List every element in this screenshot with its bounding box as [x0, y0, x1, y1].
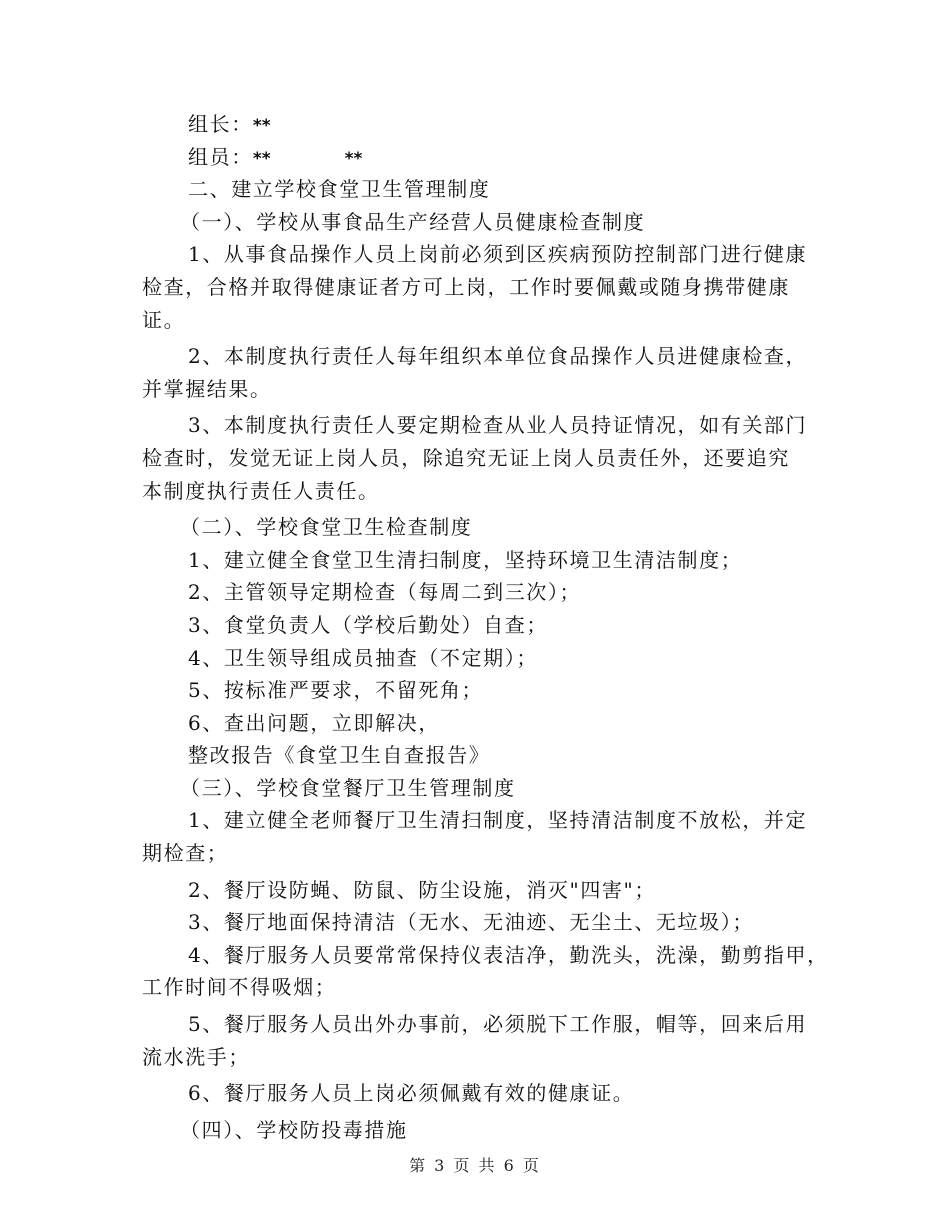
subsection-heading-3: （三）、学校食堂餐厅卫生管理制度: [180, 775, 516, 800]
section-heading: 二、建立学校食堂卫生管理制度: [188, 177, 491, 202]
leader-line: [142, 108, 822, 141]
paragraph-line: 检查时，发觉无证上岗人员，除追究无证上岗人员责任外，还要追究: [142, 445, 790, 470]
list-item: 2、主管领导定期检查（每周二到三次）；: [188, 580, 582, 605]
subsection-heading-4: （四）、学校防投毒措施: [180, 1117, 408, 1142]
list-item: 5、按标准严要求，不留死角；: [188, 678, 484, 703]
paragraph-line: 工作时间不得吸烟；: [142, 975, 337, 1000]
member-value-2: **: [344, 148, 363, 169]
paragraph-line: 5、餐厅服务人员出外办事前，必须脱下工作服，帽等，回来后用: [188, 1012, 808, 1037]
page-number-footer: 第 3 页 共 6 页: [409, 1156, 541, 1175]
member-line: [142, 141, 822, 174]
list-item: 3、食堂负责人（学校后勤处）自查；: [188, 612, 548, 637]
paragraph-line: 本制度执行责任人责任。: [142, 478, 380, 503]
paragraph-line: 2、本制度执行责任人每年组织本单位食品操作人员进健康检查，: [188, 344, 808, 369]
paragraph-line: 期检查；: [142, 841, 229, 866]
paragraph-line: 检查，合格并取得健康证者方可上岗，工作时要佩戴或随身携带健康: [142, 274, 790, 299]
paragraph-line: 1、建立健全老师餐厅卫生清扫制度，坚持清洁制度不放松，并定: [188, 808, 808, 833]
paragraph-line: 流水洗手；: [142, 1044, 250, 1069]
list-item: 2、餐厅设防蝇、防鼠、防尘设施，消灭"四害"；: [188, 877, 656, 902]
leader-value: **: [252, 116, 271, 136]
paragraph-line: 4、餐厅服务人员要常常保持仪表洁净，勤洗头，洗澡，勤剪指甲，: [188, 942, 829, 967]
list-item: 6、查出问题，立即解决，: [188, 710, 440, 735]
paragraph-line: 1、从事食品操作人员上岗前必须到区疾病预防控制部门进行健康: [188, 242, 808, 267]
list-item: 4、卫生领导组成员抽查（不定期）；: [188, 645, 538, 670]
list-item: 3、餐厅地面保持清洁（无水、无油迹、无尘土、无垃圾）；: [188, 910, 754, 935]
leader-label: 组长：: [188, 112, 253, 136]
subsection-heading-1: （一）、学校从事食品生产经营人员健康检查制度: [180, 209, 646, 234]
list-item: 6、餐厅服务人员上岗必须佩戴有效的健康证。: [188, 1081, 635, 1106]
paragraph-line: 证。: [142, 307, 186, 332]
document-body: [142, 108, 829, 1146]
subsection-heading-2: （二）、学校食堂卫生检查制度: [180, 515, 473, 540]
list-item: 1、建立健全食堂卫生清扫制度，坚持环境卫生清洁制度；: [188, 547, 743, 572]
paragraph-line: 并掌握结果。: [142, 376, 272, 401]
member-label: 组员：: [188, 144, 253, 169]
member-value-1: **: [252, 148, 271, 169]
list-item: 整改报告《食堂卫生自查报告》: [188, 743, 491, 768]
paragraph-line: 3、本制度执行责任人要定期检查从业人员持证情况，如有关部门: [188, 413, 808, 438]
